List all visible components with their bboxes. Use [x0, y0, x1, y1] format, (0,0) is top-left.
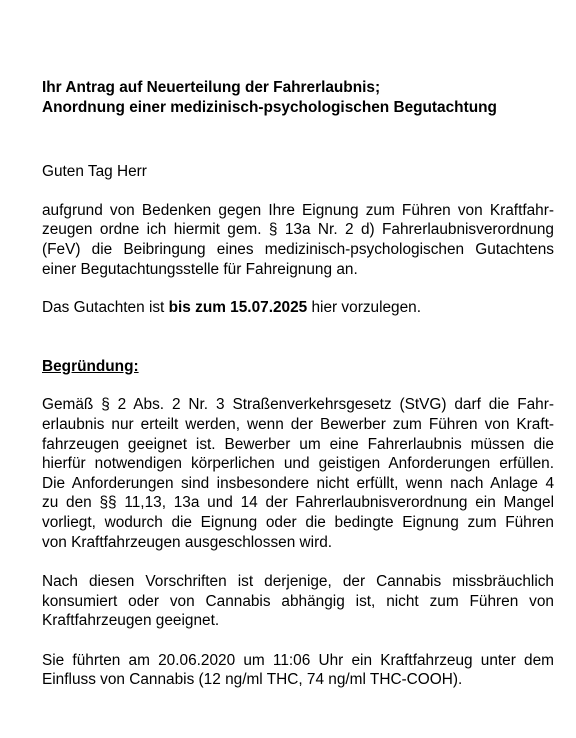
subject-line-1: Ihr Antrag auf Neuerteilung der Fahrerlaubnis; [42, 79, 381, 96]
paragraph-line: Die Anforderungen sind insbesondere nicht erfüllt, wenn nach Anlage 4 [42, 474, 554, 492]
paragraph-deadline [42, 298, 554, 318]
deadline-prefix: Das Gutachten ist [42, 299, 169, 317]
paragraph-line: Sie führten am 20.06.2020 um 11:06 Uhr ein Kraftfahrzeug unter dem [42, 651, 554, 669]
paragraph-line: Kraftfahrzeugen geeignet. [42, 612, 220, 630]
paragraph-cannabis-rule [42, 572, 554, 631]
paragraph-line: aufgrund von Bedenken gegen Ihre Eignung zum Führen von Kraftfahr- [42, 201, 554, 219]
greeting: Guten Tag Herr [42, 163, 147, 181]
deadline-suffix: hier vorzulegen. [307, 299, 422, 317]
paragraph-line: konsumiert oder von Cannabis abhängig ist, nicht zum Führen von [42, 592, 554, 610]
paragraph-line: von Kraftfahrzeugen ausgeschlossen wird. [42, 533, 333, 551]
reason-heading: Begründung: [42, 357, 139, 375]
paragraph-line: Einfluss von Cannabis (12 ng/ml THC, 74 ng/ml THC-COOH). [42, 671, 463, 689]
paragraph-line: (FeV) die Beibringung eines medizinisch-psychologischen Gutachtens [42, 240, 554, 258]
paragraph-incident [42, 651, 554, 690]
paragraph-line: zeugen ordne ich hiermit gem. § 13a Nr. 2 d) Fahrerlaubnisverordnung [42, 221, 554, 239]
subject-line [42, 78, 554, 117]
paragraph-line: zu den §§ 11,13, 13a und 14 der Fahrerlaubnisverordnung ein Mangel [42, 494, 554, 512]
paragraph-line: erlaubnis nur erteilt werden, wenn der Bewerber zum Führen von Kraft- [42, 415, 554, 433]
paragraph-order [42, 201, 554, 279]
paragraph-legal-basis [42, 395, 554, 552]
paragraph-line: Gemäß § 2 Abs. 2 Nr. 3 Straßenverkehrsgesetz (StVG) darf die Fahr- [42, 396, 554, 414]
paragraph-line: hierfür notwendigen körperlichen und geistigen Anforderungen erfüllen. [42, 455, 554, 473]
subject-line-2: Anordnung einer medizinisch-psychologischen Begutachtung [42, 98, 497, 116]
deadline-date: bis zum 15.07.2025 [168, 299, 308, 317]
letter-page [42, 78, 554, 690]
paragraph-line: vorliegt, wodurch die Eignung oder die bedingte Eignung zum Führen [42, 513, 554, 531]
paragraph-line: einer Begutachtungsstelle für Fahreignung an. [42, 260, 358, 278]
paragraph-line: Nach diesen Vorschriften ist derjenige, der Cannabis missbräuchlich [42, 573, 554, 591]
paragraph-line: fahrzeugen geeignet ist. Bewerber um eine Fahrerlaubnis müssen die [42, 435, 554, 453]
